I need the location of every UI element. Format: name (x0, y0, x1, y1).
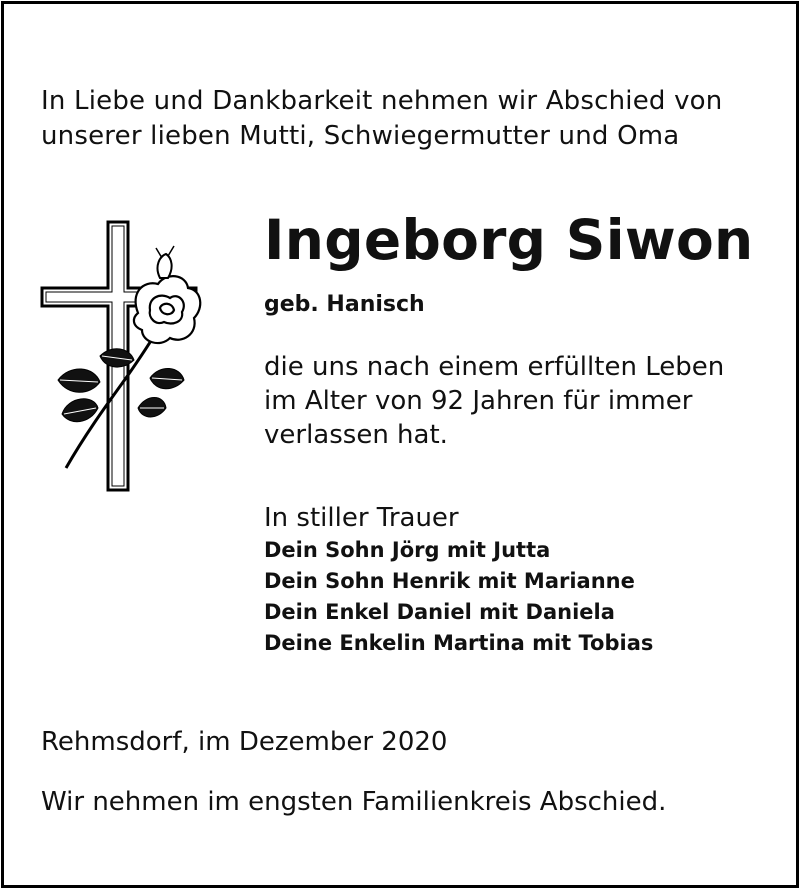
family-member: Dein Enkel Daniel mit Daniela (264, 600, 615, 624)
body-line: verlassen hat. (264, 420, 448, 450)
mourning-label: In stiller Trauer (264, 503, 459, 533)
intro-line: In Liebe und Dankbarkeit nehmen wir Abschied von (41, 86, 723, 116)
funeral-note: Wir nehmen im engsten Familienkreis Abschied. (41, 787, 667, 817)
family-list (264, 535, 653, 659)
cross-with-rose-icon (38, 218, 208, 496)
body-line: im Alter von 92 Jahren für immer (264, 386, 693, 416)
place-date: Rehmsdorf, im Dezember 2020 (41, 727, 448, 757)
birth-name: geb. Hanisch (264, 292, 425, 317)
family-member: Deine Enkelin Martina mit Tobias (264, 631, 654, 655)
family-member: Dein Sohn Jörg mit Jutta (264, 538, 551, 562)
body-line: die uns nach einem erfüllten Leben (264, 352, 725, 382)
intro-line: unserer lieben Mutti, Schwiegermutter und Oma (41, 121, 680, 151)
deceased-name: Ingeborg Siwon (264, 208, 754, 272)
family-member: Dein Sohn Henrik mit Marianne (264, 569, 635, 593)
intro-text (41, 84, 722, 154)
body-text (264, 350, 724, 452)
